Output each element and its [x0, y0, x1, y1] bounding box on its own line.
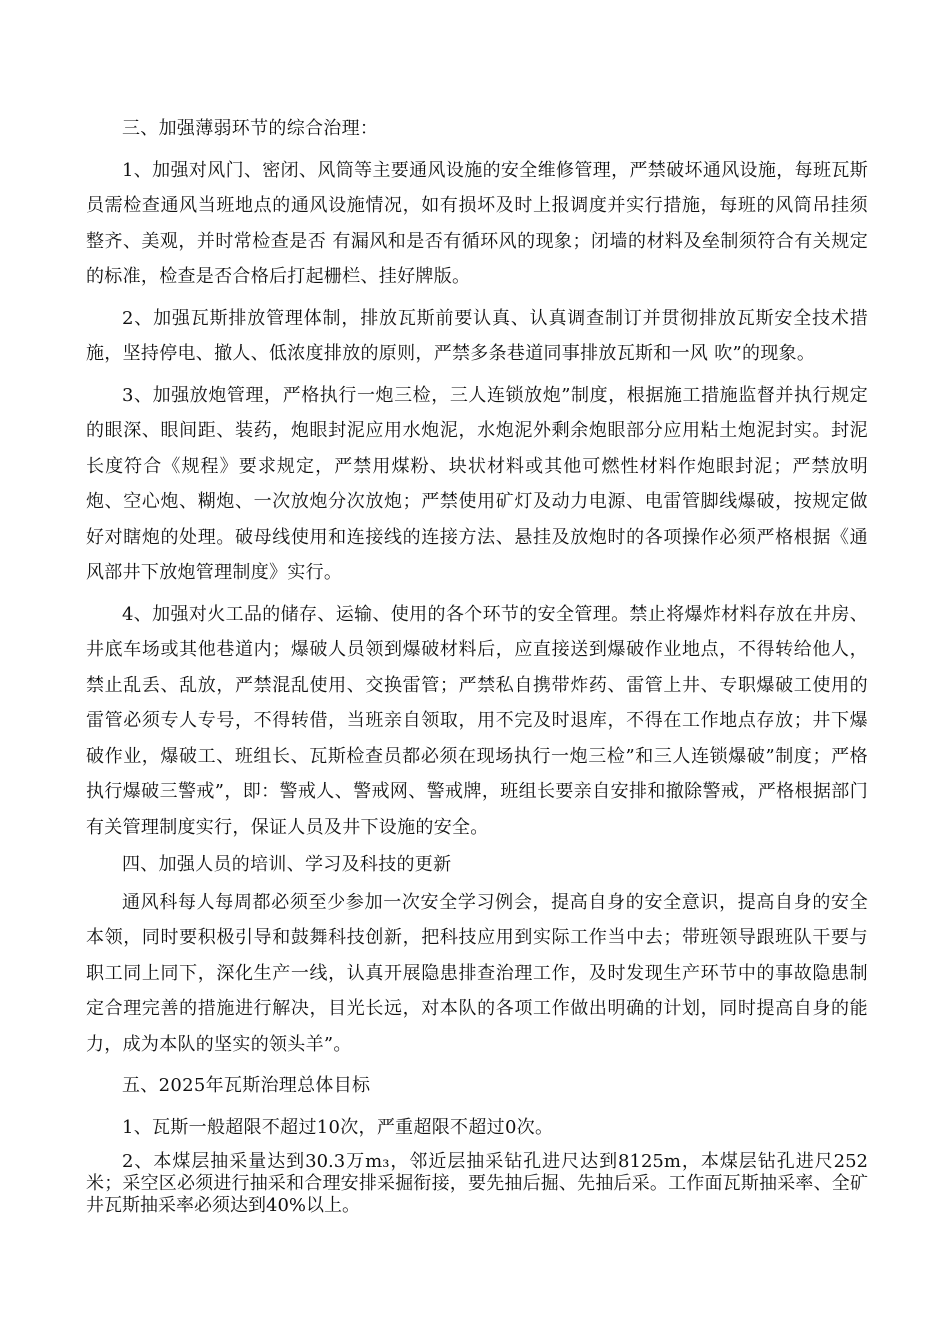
paragraph-gas-discharge: 2、加强瓦斯排放管理体制，排放瓦斯前要认真、认真调查制订并贯彻排放瓦斯安全技术措施，坚持停电、撤人、低浓度排放的原则，严禁多条巷道同事排放瓦斯和一风 吹”的现象。 [86, 307, 868, 364]
section-heading-4: 四、加强人员的培训、学习及科技的更新 [122, 854, 452, 875]
section-heading-5: 五、2025年瓦斯治理总体目标 [122, 1075, 371, 1096]
paragraph-blasting-management: 3、加强放炮管理，严格执行一炮三检，三人连锁放炮”制度，根据施工措施监督并执行规定的眼深、眼间距、装药，炮眼封泥应用水炮泥，水炮泥外剩余炮眼部分应用粘土炮泥封实。封泥长度符合《规程》要求规定，严禁用煤粉、块状材料或其他可燃性材料作炮眼封泥；严禁放明炮、空心炮、糊炮、一次放炮分次放炮；严禁使用矿灯及动力电源、电雷管脚线爆破，按规定做好对瞎炮的处理。破母线使用和连接线的连接方法、悬挂及放炮时的各项操作必须严格根据《通风部井下放炮管理制度》实行。 [86, 384, 868, 583]
paragraph-ventilation-facilities: 1、加强对风门、密闭、风筒等主要通风设施的安全维修管理，严禁破坏通风设施，每班瓦斯员需检查通风当班地点的通风设施情况，如有损坏及时上报调度并实行措施，每班的风筒吊挂须整齐、美观，并时常检查是否 有漏风和是否有循环风的现象；闭墙的材料及垒制须符合有关规定的标准，检查是否合格后打起栅栏、挂好牌版。 [86, 159, 868, 287]
paragraph-explosives-management: 4、加强对火工品的储存、运输、使用的各个环节的安全管理。禁止将爆炸材料存放在井房、井底车场或其他巷道内；爆破人员领到爆破材料后，应直接送到爆破作业地点，不得转给他人，禁止乱丢、乱放，严禁混乱使用、交换雷管；严禁私自携带炸药、雷管上井、专职爆破工使用的雷管必须专人专号，不得转借，当班亲自领取，用不完及时退库，不得在工作地点存放；井下爆破作业，爆破工、班组长、瓦斯检查员都必须在现场执行一炮三检”和三人连锁爆破”制度；严格执行爆破三警戒”，即：警戒人、警戒网、警戒牌，班组长要亲自安排和撤除警戒，严格根据部门有关管理制度实行，保证人员及井下设施的安全。 [86, 603, 868, 838]
paragraph-training: 通风科每人每周都必须至少参加一次安全学习例会，提高自身的安全意识，提高自身的安全本领，同时要积极引导和鼓舞科技创新，把科技应用到实际工作当中去；带班领导跟班队干要与职工同上同下，深化生产一线，认真开展隐患排查治理工作，及时发现生产环节中的事故隐患制定合理完善的措施进行解决，目光长远，对本队的各项工作做出明确的计划，同时提高自身的能力，成为本队的坚实的领头羊”。 [86, 891, 868, 1055]
paragraph-gas-limit-target: 1、瓦斯一般超限不超过10次，严重超限不超过0次。 [122, 1116, 554, 1138]
section-heading-3: 三、加强薄弱环节的综合治理： [122, 118, 379, 139]
paragraph-extraction-target: 2、本煤层抽采量达到30.3万m₃，邻近层抽采钻孔进尺达到8125m，本煤层钻孔进尺252米；采空区必须进行抽采和合理安排采掘衔接，要先抽后掘、先抽后采。工作面瓦斯抽采率、全矿井瓦斯抽采率必须达到40%以上。 [86, 1151, 868, 1216]
document-page [86, 111, 868, 1217]
